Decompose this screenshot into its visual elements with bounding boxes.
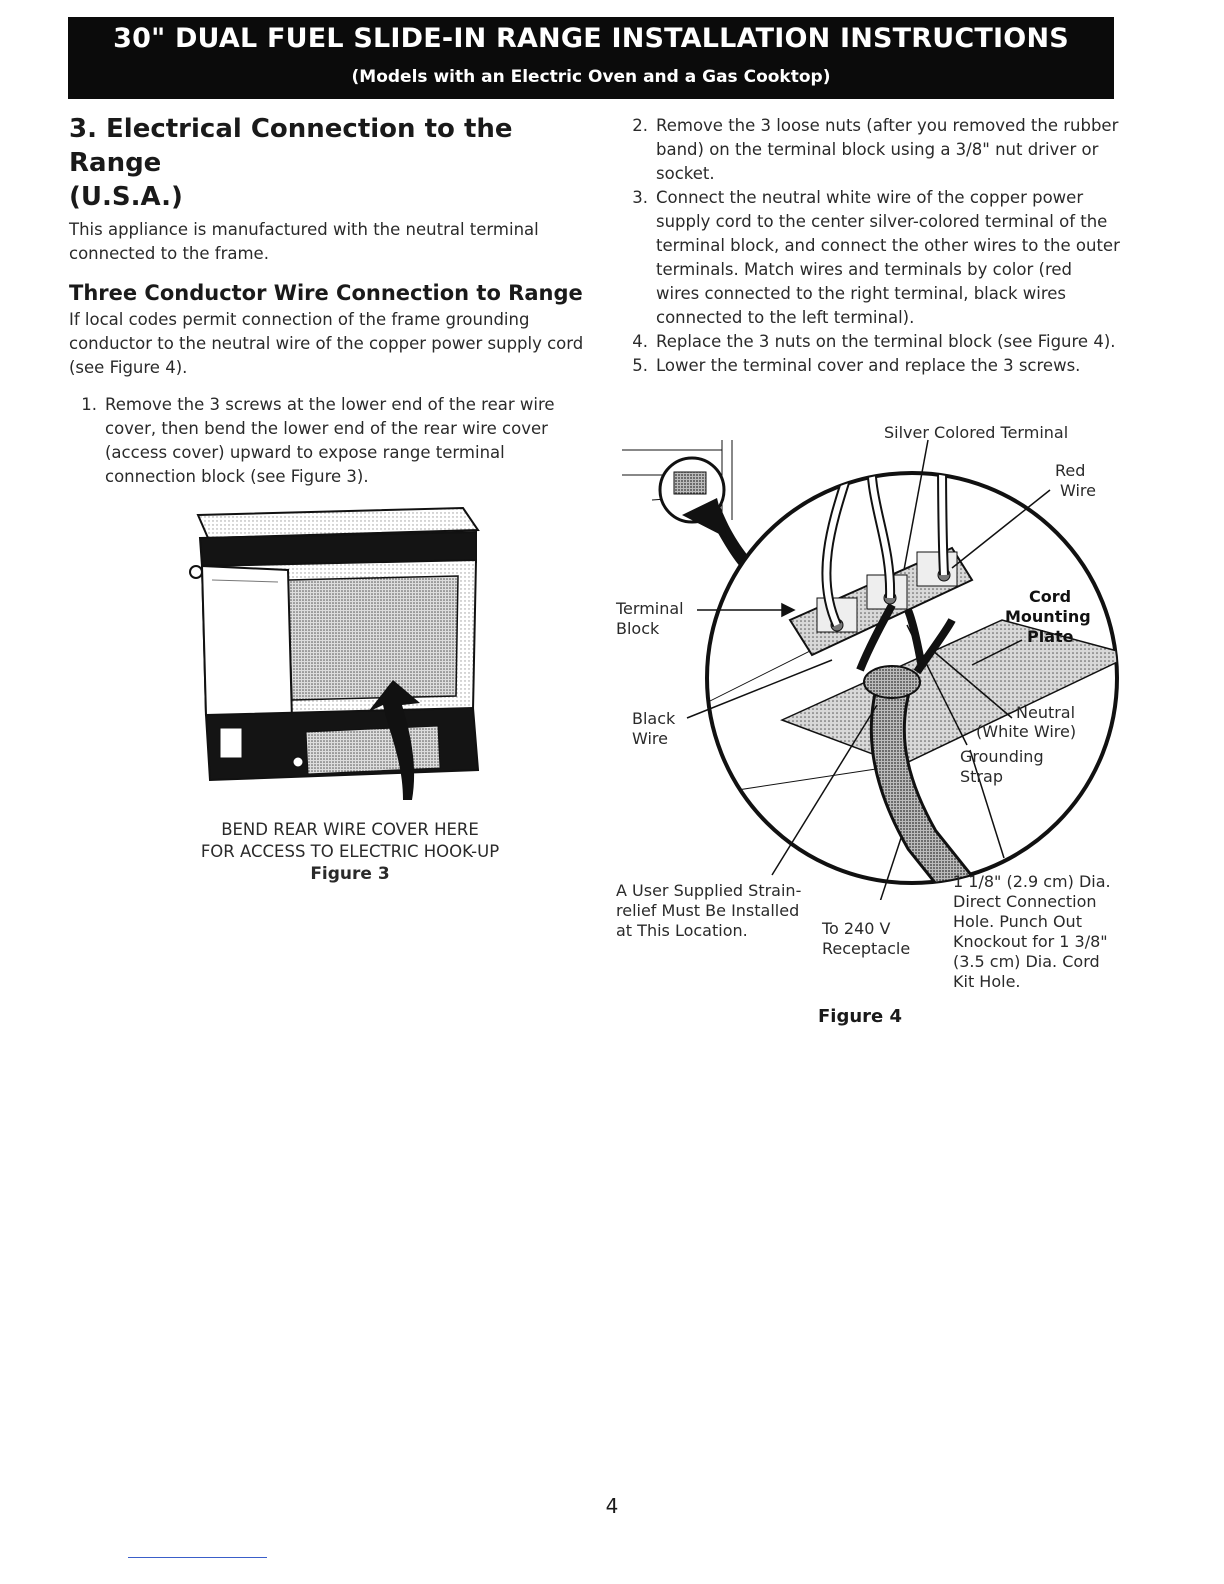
hole-label-2: Direct Connection — [953, 892, 1097, 911]
step-text: Lower the terminal cover and replace the 3 screws. — [656, 356, 1081, 375]
receptacle-label-1: To 240 V — [822, 919, 891, 938]
step-number: 5. — [632, 356, 648, 375]
hole-label-4: Knockout for 1 3/8" — [953, 932, 1108, 951]
cord-plate-label-1: Cord — [1029, 587, 1072, 606]
step-item — [620, 354, 1120, 378]
step-number: 1. — [81, 395, 97, 414]
section-intro: This appliance is manufactured with the neutral terminal connected to the frame. — [69, 220, 539, 263]
figure-3-caption-line-2: FOR ACCESS TO ELECTRIC HOOK-UP — [200, 842, 500, 861]
section-title — [69, 112, 589, 214]
strain-relief-label-3: at This Location. — [616, 921, 748, 940]
step-text: Replace the 3 nuts on the terminal block (see Figure 4). — [656, 332, 1116, 351]
right-column — [620, 114, 1120, 378]
hole-label-1: 1 1/8" (2.9 cm) Dia. — [953, 872, 1111, 891]
figure-4-label: Figure 4 — [818, 1006, 903, 1027]
black-wire-label-2: Wire — [632, 729, 668, 748]
document-subtitle: (Models with an Electric Oven and a Gas Cooktop) — [351, 67, 831, 87]
black-wire-label-1: Black — [632, 709, 676, 728]
hole-label-6: Kit Hole. — [953, 972, 1021, 991]
grounding-label-2: Strap — [960, 767, 1003, 786]
step-text: Remove the 3 screws at the lower end of the rear wire cover, then bend the lower end of the rear wire cover (access cover) upward to expose range terminal connection block (see Figure 3). — [105, 395, 555, 486]
neutral-label-2: (White Wire) — [976, 722, 1077, 741]
footer-rule — [128, 1557, 267, 1558]
red-wire-label-2: Wire — [1060, 481, 1096, 500]
hole-label-3: Hole. Punch Out — [953, 912, 1082, 931]
header-band — [68, 17, 1114, 99]
subsection-title: Three Conductor Wire Connection to Range — [69, 281, 583, 305]
step-number: 2. — [632, 116, 648, 135]
steps-list-left — [69, 393, 589, 489]
grounding-label-1: Grounding — [960, 747, 1044, 766]
page-number: 4 — [605, 1494, 619, 1518]
red-wire-label-1: Red — [1055, 461, 1086, 480]
step-text: Remove the 3 loose nuts (after you removed the rubber band) on the terminal block using a 3/8" nut driver or socket. — [656, 116, 1119, 183]
step-text: Connect the neutral white wire of the copper power supply cord to the center silver-colored terminal of the terminal block, and connect the other wires to the outer terminals. Match wires and terminals by color (red wires connected to the right terminal, black wires connected to the left terminal). — [656, 188, 1120, 327]
step-number: 3. — [632, 188, 648, 207]
step-item — [620, 114, 1120, 186]
cord-plate-label-3: Plate — [1027, 627, 1074, 646]
terminal-block-label-2: Block — [616, 619, 660, 638]
wiring-diagram — [612, 420, 1132, 900]
range-illustration — [188, 500, 488, 810]
strain-relief-label-1: A User Supplied Strain- — [616, 881, 802, 900]
terminal-block-label-1: Terminal — [616, 599, 684, 618]
steps-list-right — [620, 114, 1120, 378]
figure-3-caption — [110, 819, 590, 885]
figure-3-caption-line-1: BEND REAR WIRE COVER HERE — [221, 820, 479, 839]
receptacle-label-2: Receptacle — [822, 939, 911, 958]
step-item — [620, 330, 1120, 354]
step-item — [69, 393, 589, 489]
silver-terminal-label: Silver Colored Terminal — [884, 423, 1069, 442]
step-number: 4. — [632, 332, 648, 351]
subsection-text: If local codes permit connection of the frame grounding conductor to the neutral wire of the copper power supply cord (see Figure 4). — [69, 310, 584, 377]
strain-relief-label-2: relief Must Be Installed — [616, 901, 800, 920]
document-title: 30" DUAL FUEL SLIDE-IN RANGE INSTALLATION INSTRUCTIONS — [113, 23, 1069, 54]
step-item — [620, 186, 1120, 330]
figure-3-label: Figure 3 — [310, 864, 390, 884]
section-title-line-2: (U.S.A.) — [69, 182, 183, 212]
hole-label-5: (3.5 cm) Dia. Cord — [953, 952, 1100, 971]
cord-plate-label-2: Mounting — [1005, 607, 1091, 626]
left-column — [69, 112, 589, 489]
neutral-label-1: Neutral — [1016, 703, 1076, 722]
section-title-line-1: 3. Electrical Connection to the Range — [69, 114, 513, 178]
